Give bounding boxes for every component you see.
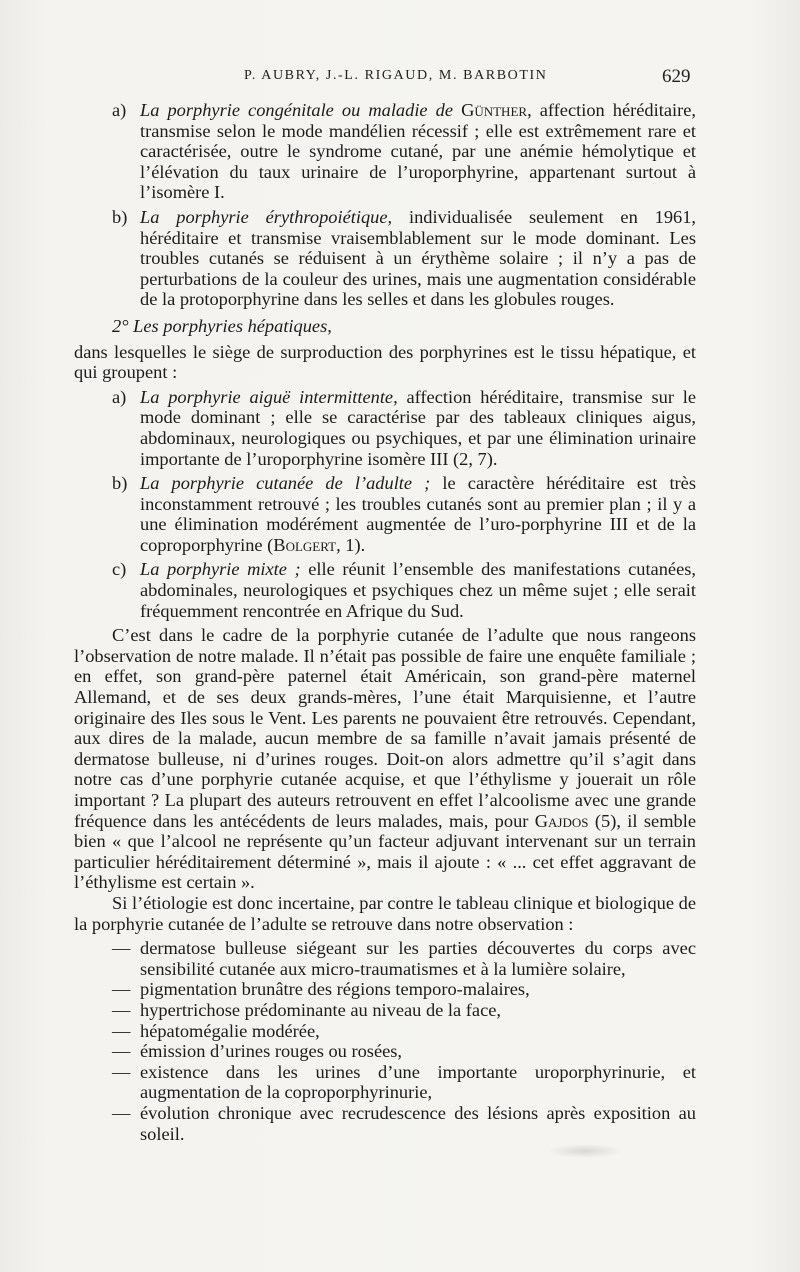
list-item (74, 207, 696, 310)
dash-marker: — (112, 999, 131, 1020)
section-heading: 2° Les porphyries hépatiques, (112, 315, 332, 336)
item-title: La porphyrie aiguë intermittente, (140, 386, 398, 407)
list-item-text: existence dans les urines d’une importante uroporphyrinurie, et augmentation de la coproporphyrinurie, (140, 1061, 696, 1103)
item-marker: c) (112, 559, 127, 580)
list-item (74, 1041, 696, 1062)
dash-marker: — (112, 1041, 131, 1062)
list-item-text: évolution chronique avec recrudescence des lésions après exposition au soleil. (140, 1102, 696, 1144)
paragraph-text-end: (5), il semble bien « que l’alcool ne représente qu’un facteur adjuvant intervenant sur un terrain particulier héréditairement déterminé », mais il ajoute : « ... cet effet aggravant de l’éthylisme est certain ». (74, 810, 696, 893)
item-title: La porphyrie érythropoiétique, (140, 206, 393, 227)
dash-marker: — (112, 1020, 131, 1041)
list-item (74, 938, 696, 979)
dash-marker: — (112, 1102, 131, 1123)
list-item (74, 473, 696, 555)
dash-marker: — (112, 1061, 131, 1082)
list-item (74, 1000, 696, 1021)
item-text: elle réunit l’ensemble des manifestations cutanées, abdominales, neurologiques et psychiques chez un même sujet ; elle serait fréquemment rencontrée en Afrique du Sud. (140, 559, 696, 621)
page-number: 629 (662, 66, 691, 87)
item-marker: b) (112, 206, 128, 227)
list-item (74, 387, 696, 469)
list-item (74, 559, 696, 621)
item-text: , affection héréditaire, transmise selon le mode mandélien récessif ; elle est extrêmement rare et caractérisée, outre le syndrome cutané, par une anémie hémolytique et l’élévation du taux urinaire de l’uroporphyrine, appartenant surtout à l’isomère I. (140, 100, 696, 203)
item-text: individualisée seulement en 1961, héréditaire et transmise vraisemblablement sur le mode dominant. Les troubles cutanés se réduisent à un érythème solaire ; il n’y a pas de perturbations de la couleur des urines, mais une augmentation considérable de la protoporphyrine dans les selles et dans les globules rouges. (140, 206, 696, 310)
author-name: Günther (461, 100, 528, 120)
item-marker: a) (112, 100, 127, 120)
list-item-text: dermatose bulleuse siégeant sur les parties découvertes du corps avec sensibilité cutanée aux micro-traumatismes et à la lumière solaire, (140, 938, 696, 979)
author-name: Bolgert (273, 534, 337, 555)
item-title: La porphyrie cutanée de l’adulte ; (140, 473, 431, 494)
item-text-end: , 1). (336, 534, 366, 555)
ink-smudge (548, 1144, 622, 1158)
list-item-text: hépatomégalie modérée, (140, 1020, 320, 1041)
list-item-text: émission d’urines rouges ou rosées, (140, 1041, 403, 1062)
list-item (74, 100, 696, 203)
item-text: le caractère héréditaire est très inconstamment retrouvé ; les troubles cutanés sont au premier plan ; il y a une élimination modérément augmentée de l’uro-porphyrine III et de la coproporphyrine ( (140, 473, 696, 555)
paragraph-text: C’est dans le cadre de la porphyrie cutanée de l’adulte que nous rangeons l’observation de notre malade. Il n’était pas possible de faire une enquête familiale ; en effet, son grand-père paternel était Américain, son grand-père maternel Allemand, et de ses deux grands-mères, l’une était Marquisienne, et l’autre originaire des Iles sous le Vent. Les parents ne pouvaient être retrouvés. Cependant, aux dires de la malade, aucun membre de sa famille n’avait jamais présenté de dermatose bulleuse, ni d’urines rouges. Doit-on alors admettre qu’il s’agit dans notre cas d’une porphyrie cutanée acquise, et que l’éthylisme y jouerait un rôle important ? La plupart des auteurs retrouvent en effet l’alcoolisme avec une grande fréquence dans les antécédents de leurs malades, mais, pour (74, 625, 696, 831)
symptom-list (74, 938, 696, 1144)
item-title: La porphyrie mixte ; (140, 559, 301, 580)
paragraph (74, 625, 696, 893)
item-marker: a) (112, 386, 127, 407)
dash-marker: — (112, 979, 131, 1000)
section-intro: dans lesquelles le siège de surproduction des porphyrines est le tissu hépatique, et qui groupent : (74, 341, 696, 383)
dash-marker: — (112, 938, 131, 959)
paragraph: Si l’étiologie est donc incertaine, par contre le tableau clinique et biologique de la porphyrie cutanée de l’adulte se retrouve dans notre observation : (74, 892, 696, 934)
item-text: affection héréditaire, transmise sur le mode dominant ; elle se caractérise par des tableaux cliniques aigus, abdominaux, neurologiques ou psychiques, et par une élimination urinaire importante de l’uroporphyrine isomère III (2, 7). (140, 386, 696, 469)
running-head: P. AUBRY, J.-L. RIGAUD, M. BARBOTIN (244, 68, 548, 83)
item-title: La porphyrie congénitale ou maladie de (140, 100, 453, 120)
body-text (74, 100, 696, 1144)
list-item (74, 979, 696, 1000)
author-name: Gajdos (534, 810, 589, 831)
list-item-text: pigmentation brunâtre des régions temporo-malaires, (140, 979, 530, 1000)
list-item (74, 1103, 696, 1144)
list-item (74, 1062, 696, 1103)
list-item-text: hypertrichose prédominante au niveau de la face, (140, 999, 502, 1020)
list-item (74, 1021, 696, 1042)
item-marker: b) (112, 473, 128, 494)
page-header (0, 66, 800, 90)
